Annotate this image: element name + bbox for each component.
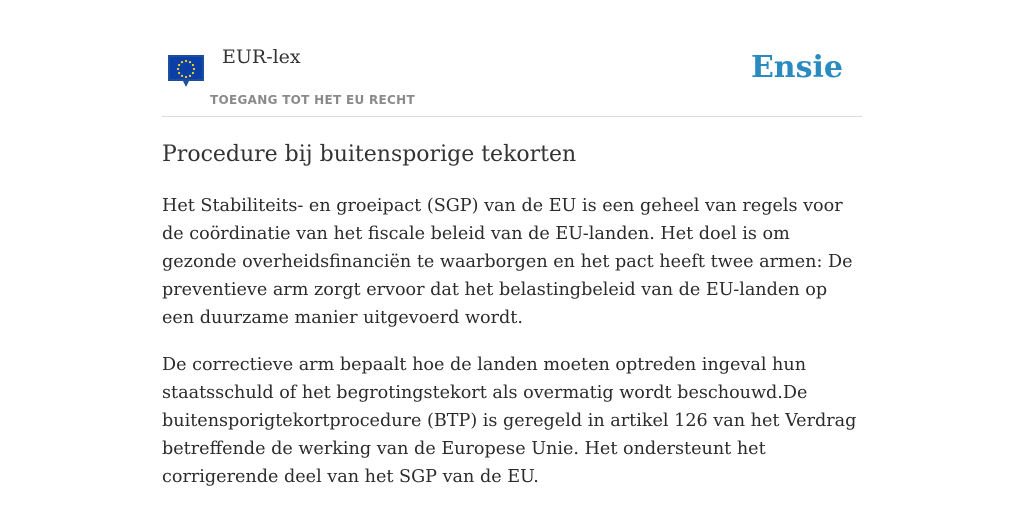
source-name[interactable]: EUR-lex xyxy=(222,46,301,68)
brand-logo-link[interactable]: Ensie xyxy=(750,50,843,85)
article-paragraph: De correctieve arm bepaalt hoe de landen moeten optreden ingeval hun staatsschuld of het begrotingstekort als overmatig wordt beschouwd.De buitensporigtekortprocedure (BTP) is geregeld in artikel 126 van het Verdrag betreffende de werking van de Europese Unie. Het ondersteunt het corrigerende deel van het SGP van de EU. xyxy=(162,355,857,487)
site-header xyxy=(162,40,862,117)
article-title: Procedure bij buitensporige tekorten xyxy=(162,142,577,167)
source-tagline: TOEGANG TOT HET EU RECHT xyxy=(210,93,415,107)
article xyxy=(162,138,862,491)
article-paragraph: Het Stabiliteits- en groeipact (SGP) van de EU is een geheel van regels voor de coördinatie van het fiscale beleid van de EU-landen. Het doel is om gezonde overheidsfinanciën te waarborgen en het pact heeft twee armen: De preventieve arm zorgt ervoor dat het belastingbeleid van de EU-landen op een duurzame manier uitgevoerd wordt. xyxy=(162,196,853,328)
eu-flag-speech-bubble-icon xyxy=(168,55,204,89)
